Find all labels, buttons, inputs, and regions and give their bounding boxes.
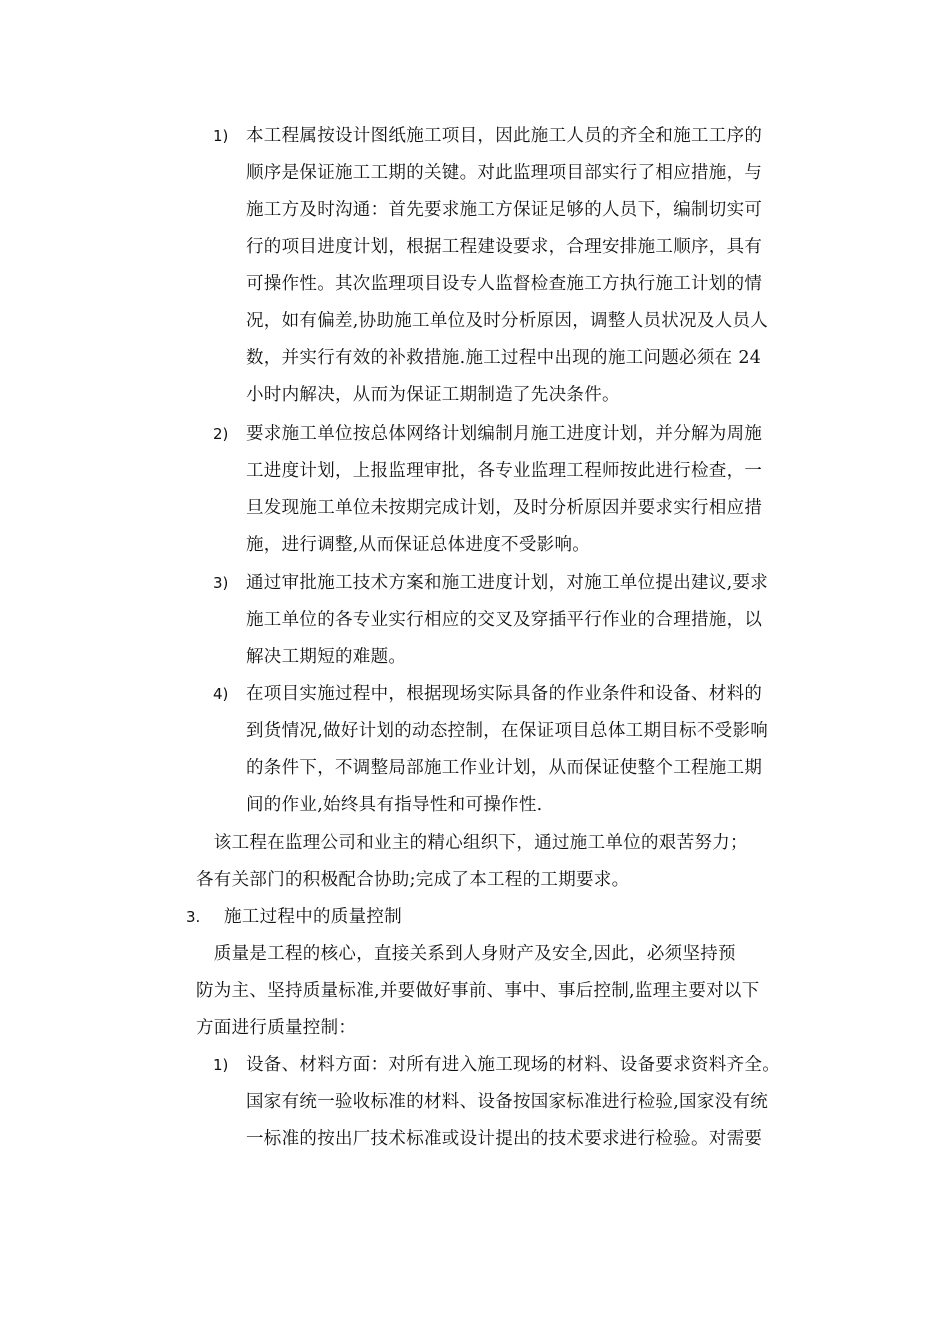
list-marker: 1) [213, 127, 229, 145]
text-line: 通过审批施工技术方案和施工进度计划，对施工单位提出建议,要求 [246, 573, 769, 593]
paragraph-quality-intro [196, 936, 760, 1047]
text-line: 设备、材料方面：对所有进入施工现场的材料、设备要求资料齐全。 [246, 1055, 780, 1075]
text-line: 行的项目进度计划，根据工程建设要求，合理安排施工顺序，具有 [246, 237, 763, 257]
list-item-4 [213, 676, 769, 824]
text-line: 小时内解决，从而为保证工期制造了先决条件。 [246, 385, 620, 405]
list-marker: 1) [213, 1056, 229, 1074]
list-item-1 [213, 118, 769, 414]
text-line: 质量是工程的核心，直接关系到人身财产及安全,因此，必须坚持预 [196, 944, 736, 964]
list-marker: 4) [213, 685, 229, 703]
text-line: 到货情况,做好计划的动态控制，在保证项目总体工期目标不受影响 [246, 721, 769, 741]
text-line: 解决工期短的难题。 [246, 647, 407, 667]
quality-list-item-1 [213, 1047, 780, 1158]
list-item-3 [213, 565, 769, 676]
text-line: 方面进行质量控制： [196, 1018, 357, 1038]
text-line: 数，并实行有效的补救措施.施工过程中出现的施工问题必须在 24 [246, 348, 762, 368]
text-line: 工进度计划，上报监理审批，各专业监理工程师按此进行检查，一 [246, 461, 763, 481]
text-line: 防为主、坚持质量标准,并要做好事前、事中、事后控制,监理主要对以下 [196, 981, 760, 1001]
text-line: 况，如有偏差,协助施工单位及时分析原因，调整人员状况及人员人 [246, 311, 769, 331]
text-line: 要求施工单位按总体网络计划编制月施工进度计划，并分解为周施 [246, 424, 763, 444]
text-line: 一标准的按出厂技术标准或设计提出的技术要求进行检验。对需要 [246, 1129, 763, 1149]
text-line: 该工程在监理公司和业主的精心组织下，通过施工单位的艰苦努力； [196, 833, 748, 853]
text-line: 旦发现施工单位未按期完成计划，及时分析原因并要求实行相应措 [246, 498, 763, 518]
text-line: 间的作业,始终具有指导性和可操作性. [246, 795, 543, 815]
text-line: 施工方及时沟通：首先要求施工方保证足够的人员下，编制切实可 [246, 200, 763, 220]
list-item-2 [213, 416, 763, 564]
text-line: 施，进行调整,从而保证总体进度不受影响。 [246, 535, 591, 555]
text-line: 本工程属按设计图纸施工项目，因此施工人员的齐全和施工工序的 [246, 126, 763, 146]
text-line: 的条件下，不调整局部施工作业计划，从而保证使整个工程施工期 [246, 758, 763, 778]
list-marker: 3) [213, 574, 229, 592]
paragraph-schedule-summary [196, 825, 748, 899]
text-line: 国家有统一验收标准的材料、设备按国家标准进行检验,国家没有统 [246, 1092, 769, 1112]
text-line: 施工单位的各专业实行相应的交叉及穿插平行作业的合理措施，以 [246, 610, 763, 630]
text-line: 在项目实施过程中，根据现场实际具备的作业条件和设备、材料的 [246, 684, 763, 704]
text-line: 顺序是保证施工工期的关键。对此监理项目部实行了相应措施，与 [246, 163, 763, 183]
heading-text: 施工过程中的质量控制 [224, 907, 402, 927]
text-line: 可操作性。其次监理项目设专人监督检查施工方执行施工计划的情 [246, 274, 763, 294]
list-marker: 2) [213, 425, 229, 443]
heading-marker: 3. [186, 908, 201, 926]
section-heading-quality-control [186, 899, 402, 936]
text-line: 各有关部门的积极配合协助;完成了本工程的工期要求。 [196, 870, 630, 890]
